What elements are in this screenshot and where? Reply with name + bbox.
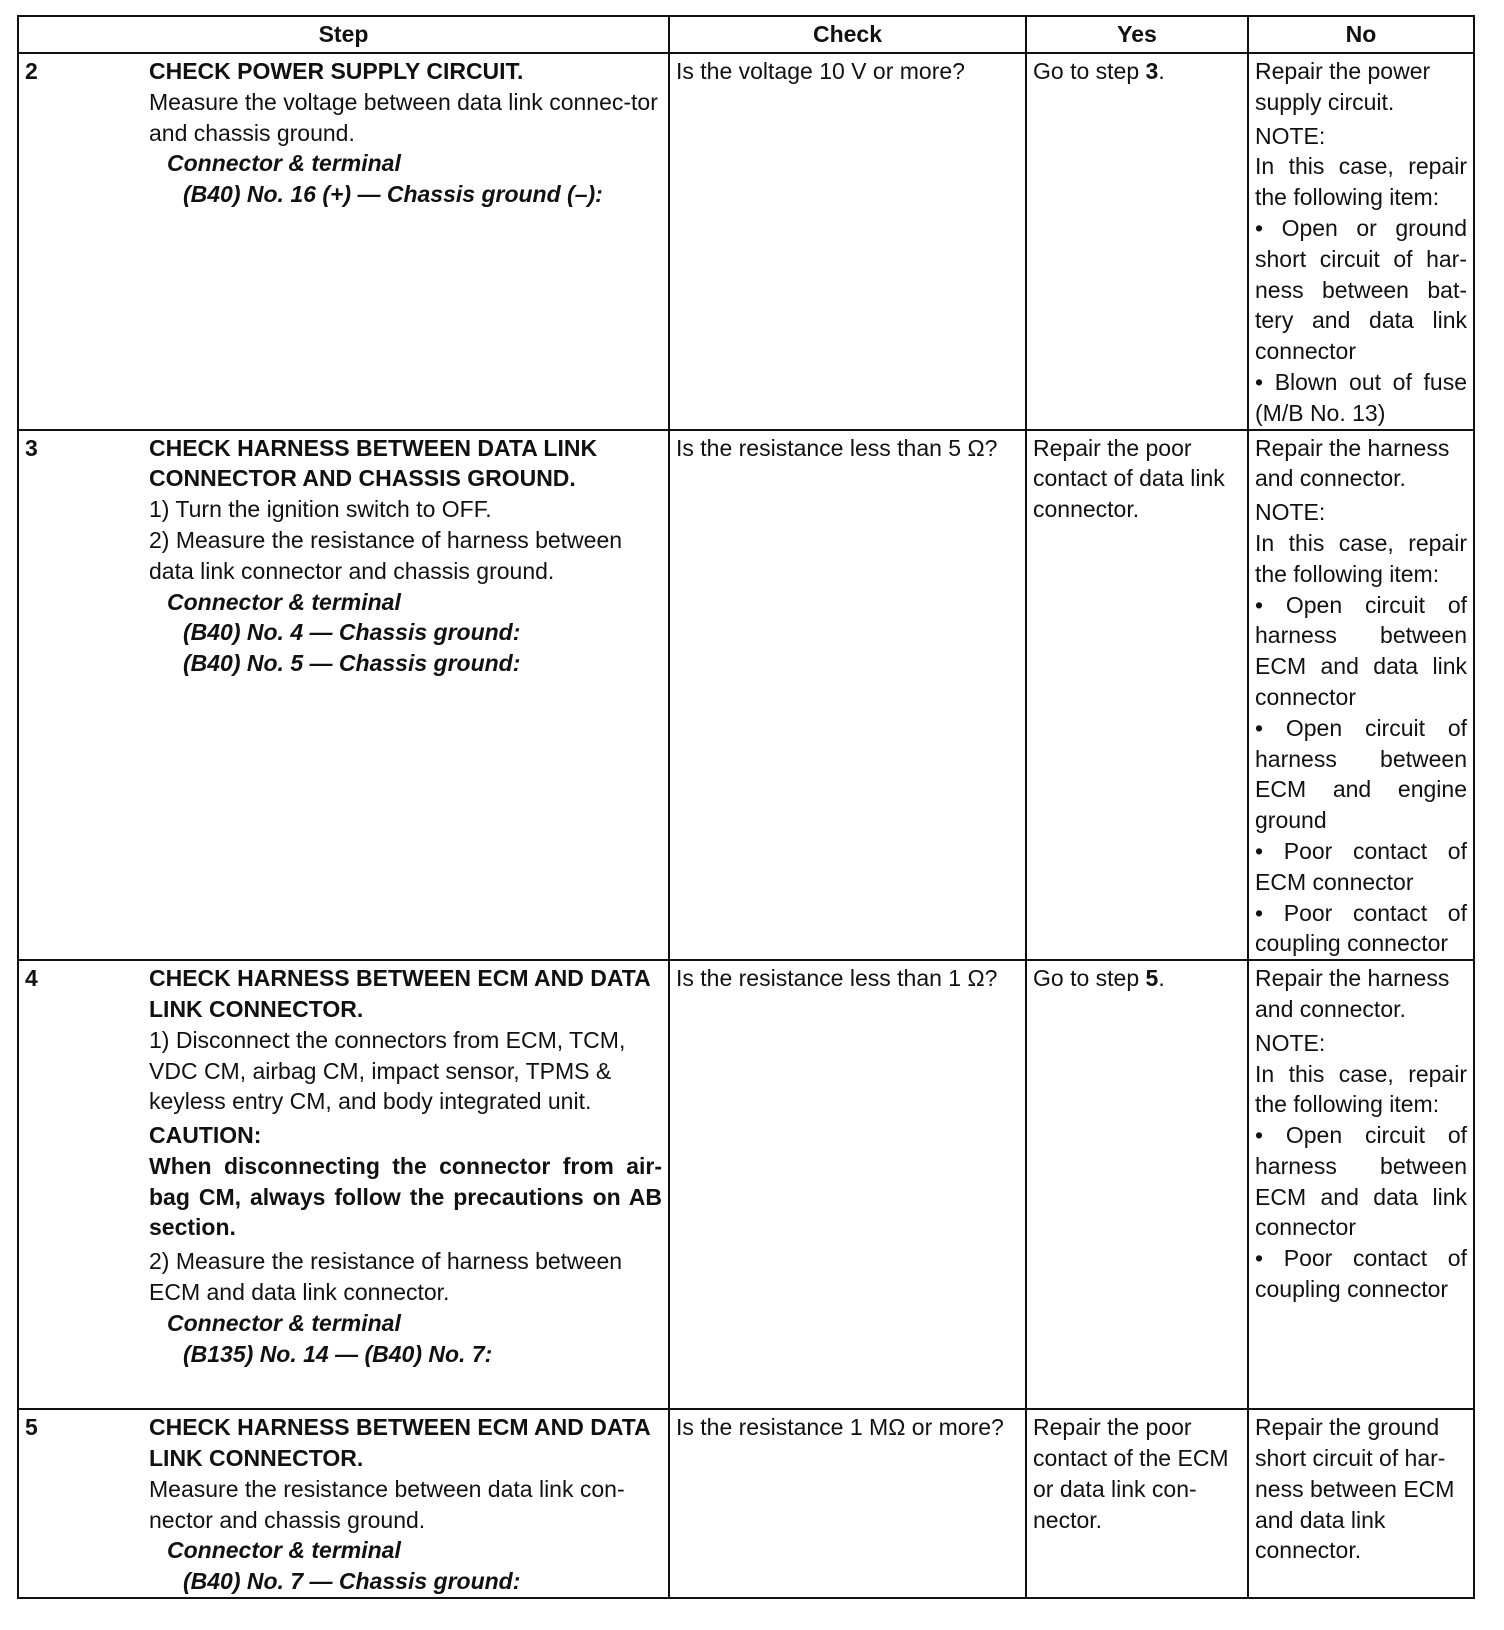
header-check: Check [669, 16, 1026, 53]
connector-label: Connector & terminal [167, 588, 401, 615]
yes-step-ref: 5 [1145, 965, 1159, 992]
step-title: CHECK HARNESS BETWEEN DATA LINK CONNECTOR AND CHASSIS GROUND. [149, 434, 598, 492]
step-number: 5 [18, 1409, 143, 1598]
note-text: In this case, repair the following item: [1255, 153, 1467, 211]
step-number: 3 [18, 430, 143, 961]
step-cell [143, 53, 669, 430]
step-substep: 2) Measure the resistance of harness between ECM and data link connector. [149, 1248, 623, 1306]
connector-label: Connector & terminal [167, 1309, 401, 1336]
terminal-spec: (B40) No. 7 — Chassis ground: [183, 1568, 521, 1595]
note-text: In this case, repair the following item: [1255, 529, 1467, 587]
header-step: Step [18, 16, 669, 53]
terminal-spec: (B40) No. 5 — Chassis ground: [183, 650, 521, 677]
no-main: Repair the power supply circuit. [1255, 58, 1431, 115]
check-cell: Is the resistance 1 MΩ or more? [669, 1409, 1026, 1598]
step-number: 2 [18, 53, 143, 430]
check-cell: Is the voltage 10 V or more? [669, 53, 1026, 430]
step-text: Measure the resistance between data link con-nector and chassis ground. [149, 1475, 625, 1533]
table-row [18, 430, 1474, 961]
note-label: NOTE: [1255, 499, 1326, 526]
terminal-spec: (B40) No. 16 (+) — Chassis ground (–): [183, 181, 603, 208]
step-cell [143, 1409, 669, 1598]
no-bullet: • Open circuit of harness between ECM and data link connector [1255, 1122, 1467, 1241]
terminal-spec: (B40) No. 4 — Chassis ground: [183, 619, 521, 646]
header-yes: Yes [1026, 16, 1248, 53]
check-cell: Is the resistance less than 1 Ω? [669, 960, 1026, 1409]
no-cell [1248, 960, 1474, 1409]
table-row [18, 1409, 1474, 1598]
no-bullet: • Blown out of fuse (M/B No. 13) [1255, 368, 1467, 426]
no-cell [1248, 53, 1474, 430]
note-label: NOTE: [1255, 122, 1326, 149]
yes-text: Go to step [1033, 965, 1146, 992]
header-row [18, 16, 1474, 53]
yes-cell [1026, 53, 1248, 430]
no-main: Repair the harness and connector. [1255, 434, 1450, 492]
step-cell [143, 960, 669, 1409]
connector-label: Connector & terminal [167, 1537, 401, 1564]
terminal-spec: (B135) No. 14 — (B40) No. 7: [183, 1340, 493, 1367]
step-title: CHECK HARNESS BETWEEN ECM AND DATA LINK CONNECTOR. [149, 965, 650, 1022]
step-substep: 1) Disconnect the connectors from ECM, TCM, VDC CM, airbag CM, impact sensor, TPMS & keyless entry CM, and body integrated unit. [149, 1026, 626, 1115]
step-cell [143, 430, 669, 961]
no-cell [1248, 430, 1474, 961]
diagnostic-procedure-table [17, 15, 1475, 1599]
step-number: 4 [18, 960, 143, 1409]
yes-step-ref: 3 [1145, 58, 1159, 84]
step-title: CHECK HARNESS BETWEEN ECM AND DATA LINK CONNECTOR. [149, 1414, 650, 1471]
yes-cell [1026, 960, 1248, 1409]
no-main: Repair the harness and connector. [1255, 965, 1450, 1022]
yes-text: Go to step [1033, 58, 1146, 84]
step-title: CHECK POWER SUPPLY CIRCUIT. [149, 58, 524, 84]
caution-text: When disconnecting the connector from air-bag CM, always follow the precautions on AB section. [149, 1152, 662, 1241]
no-bullet: • Poor contact of ECM connector [1255, 837, 1467, 895]
step-text: Measure the voltage between data link connec-tor and chassis ground. [149, 88, 658, 146]
table-row [18, 960, 1474, 1409]
table-row [18, 53, 1474, 430]
no-bullet: • Open circuit of harness between ECM and data link connector [1255, 591, 1467, 710]
no-bullet: • Poor contact of coupling connector [1255, 1245, 1467, 1303]
yes-suffix: . [1158, 965, 1165, 992]
no-bullet: • Open or ground short circuit of har-ness between bat-tery and data link connector [1255, 214, 1467, 365]
header-no: No [1248, 16, 1474, 53]
step-substep: 1) Turn the ignition switch to OFF. [149, 496, 492, 523]
check-cell: Is the resistance less than 5 Ω? [669, 430, 1026, 961]
step-substep: 2) Measure the resistance of harness between data link connector and chassis ground. [149, 526, 623, 584]
no-bullet: • Open circuit of harness between ECM and engine ground [1255, 714, 1467, 834]
yes-suffix: . [1158, 58, 1165, 84]
connector-label: Connector & terminal [167, 150, 401, 177]
note-label: NOTE: [1255, 1029, 1326, 1056]
caution-label: CAUTION: [149, 1122, 262, 1149]
note-text: In this case, repair the following item: [1255, 1060, 1467, 1118]
yes-cell: Repair the poor contact of the ECM or data link con-nector. [1026, 1409, 1248, 1598]
no-cell: Repair the ground short circuit of har-ness between ECM and data link connector. [1248, 1409, 1474, 1598]
no-bullet: • Poor contact of coupling connector [1255, 899, 1467, 957]
yes-cell: Repair the poor contact of data link connector. [1026, 430, 1248, 961]
